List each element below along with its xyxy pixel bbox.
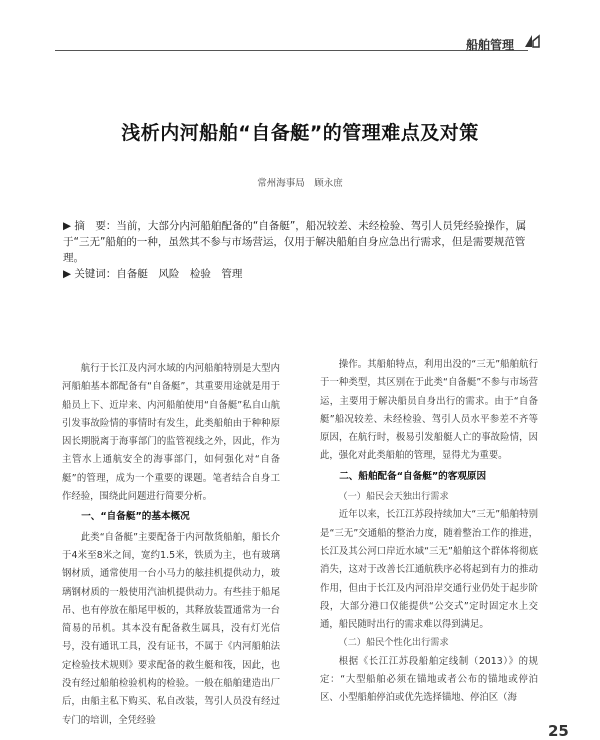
article-title: 浅析内河船舶“自备艇”的管理难点及对策 (121, 122, 479, 144)
keywords-label: ▶ 关键词： (63, 268, 117, 280)
paragraph: 此类“自备艇”主要配备于内河散货船舶，船长介于4米至8米之间，宽约1.5米，铁质为主，也有玻璃钢材质，通常使用一台小马力的舷挂机提供动力，玻璃钢材质的一般使用汽油机提供动力。有些挂于船尾吊、也有停放在船尾甲板的，其释放装置通常为一台简易的吊机。其本没有配备救生属具，没有灯光信号，没有通讯工具，没有证书，不属于《内河船舶法定检验技术规则》要求配备的救生艇和筏，因此，也没有经过船舶检验机构的检验。一般在船舶建造出厂后，由船主私下购买、私自改装，驾引人员没有经过专门的培训，全凭经验 (62, 531, 280, 726)
ship-management-logo-icon (524, 33, 540, 49)
left-column (62, 360, 280, 730)
section-heading: 一、“自备艇”的基本概况 (81, 511, 190, 523)
paragraph: 根据《长江江苏段船舶定线制（2013）》的规定：“大型船舶必须在锚地或者公布的锚地或停泊区、小型船舶停泊或优先选择锚地、停泊区（海 (320, 655, 538, 704)
author-line: 常州海事局 顾永庶 (257, 178, 343, 189)
abstract-text: 当前，大部分内河船舶配备的“自备艇”，船况较差、未经检验、驾引人员凭经验操作，属于“三无”船舶的一种，虽然其不参与市场营运，仅用于解决船舶自身应急出行需求，但是需要规范管理。 (63, 220, 527, 264)
subsection-heading: （二）船民个性化出行需求 (338, 637, 449, 649)
paragraph: 操作。其船舶特点，利用出没的“三无”船舶航行于一种类型，其区别在于此类“自备艇”不参与市场营运，主要用于解决船员自身出行的需求。由于“自备艇”船况较差、未经检验、驾引人员水平参差不齐等原因，在航行时，极易引发船艇人亡的事故险情，因此，强化对此类船舶的管理，显得尤为重要。 (320, 359, 538, 462)
header-rule (55, 50, 528, 51)
abstract (63, 218, 543, 266)
paragraph: 近年以来，长江江苏段持续加大“三无”船舶特别是“三无”交通船的整治力度，随着整治工作的推进，长江及其公河口岸近水域“三无”船舶这个群体将彻底消失，这对于改善长江通航秩序必将起到有力的推动作用，但由于长江及内河沿岸交通行业仍处于起步阶段，大部分港口仅能提供“公交式”定时固定水上交通，船民随时出行的需求难以得到满足。 (320, 509, 538, 631)
keywords (63, 266, 543, 281)
right-column (320, 356, 538, 708)
page-number: 25 (548, 722, 569, 740)
abstract-label: ▶ 摘 要： (63, 220, 117, 232)
section-heading: 二、船舶配备“自备艇”的客观原因 (339, 470, 487, 482)
subsection-heading: （一）船民会天独出行需求 (338, 491, 449, 503)
keywords-text: 自备艇 风险 检验 管理 (116, 268, 243, 280)
section-header: 船舶管理 (466, 38, 515, 52)
paragraph: 航行于长江及内河水域的内河船舶特别是大型内河船舶基本都配备有“自备艇”，其重要用途就是用于船员上下、近岸来、内河船舶使用“自备艇”私自山航引发事故险情的事情时有发生，此类船舶由于种种原因长期脱离于海事部门的监管视线之外，因此，作为主管水上通航安全的海事部门，如何强化对“自备艇”的管理，成为一个重要的课题。笔者结合自身工作经验，围绕此问题进行简要分析。 (62, 363, 280, 503)
